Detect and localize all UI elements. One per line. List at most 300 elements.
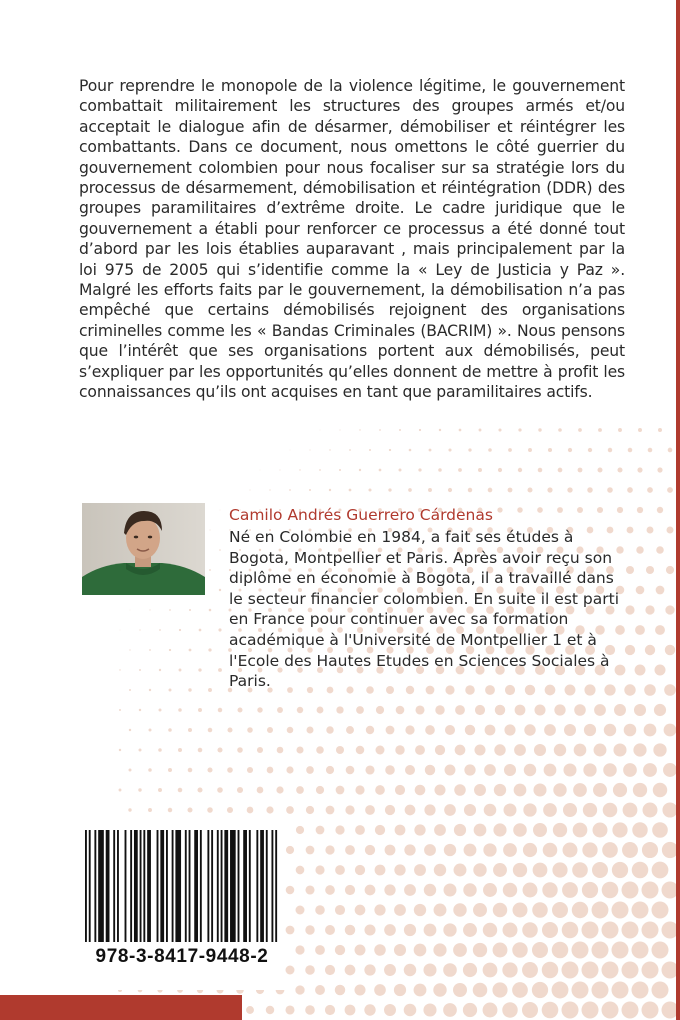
decorative-dot (296, 786, 304, 794)
decorative-dot (542, 962, 558, 978)
decorative-dot (345, 885, 355, 895)
decorative-dot (665, 605, 674, 614)
decorative-dot (339, 429, 340, 430)
decorative-dot (478, 468, 482, 472)
decorative-dot (578, 468, 583, 473)
decorative-dot (395, 825, 406, 836)
decorative-dot (395, 785, 405, 795)
decorative-dot (593, 823, 608, 838)
decorative-dot (638, 428, 642, 432)
decorative-dot (627, 487, 633, 493)
decorative-dot (414, 864, 426, 876)
decorative-dot (197, 787, 202, 792)
decorative-dot (396, 706, 405, 715)
decorative-dot (495, 705, 505, 715)
decorative-dot (562, 962, 579, 979)
decorative-dot (316, 746, 324, 754)
decorative-dot (443, 1003, 457, 1017)
decorative-dot (169, 609, 171, 611)
decorative-dot (414, 984, 427, 997)
decorative-dot (523, 843, 537, 857)
decorative-dot (319, 469, 321, 471)
barcode-bar (113, 830, 115, 942)
decorative-dot (542, 1002, 559, 1019)
decorative-dot (386, 726, 395, 735)
decorative-dot (483, 923, 497, 937)
decorative-dot (473, 943, 487, 957)
decorative-dot (325, 885, 335, 895)
decorative-dot (246, 1006, 254, 1014)
decorative-dot (633, 743, 646, 756)
decorative-dot (514, 784, 527, 797)
decorative-dot (267, 727, 273, 733)
decorative-dot (483, 963, 498, 978)
decorative-dot (345, 965, 356, 976)
decorative-dot (522, 1002, 538, 1018)
decorative-dot (414, 944, 427, 957)
decorative-dot (266, 806, 273, 813)
decorative-dot (285, 1005, 294, 1014)
decorative-dot (459, 429, 462, 432)
decorative-dot (444, 804, 456, 816)
barcode-bar (175, 830, 181, 942)
decorative-dot (435, 705, 444, 714)
decorative-dot (513, 863, 527, 877)
barcode-bar (106, 830, 110, 942)
decorative-dot (130, 610, 131, 611)
decorative-dot (159, 669, 161, 671)
decorative-dot (138, 788, 141, 791)
decorative-dot (189, 649, 192, 652)
decorative-dot (652, 822, 668, 838)
decorative-dot (548, 448, 552, 452)
barcode-bar (117, 830, 119, 942)
decorative-dot (168, 728, 172, 732)
decorative-dot (578, 428, 582, 432)
decorative-dot (568, 448, 572, 452)
decorative-dot (532, 902, 548, 918)
decorative-dot (415, 705, 424, 714)
barcode-bar (143, 830, 145, 942)
decorative-dot (664, 724, 677, 737)
decorative-dot (385, 805, 395, 815)
barcode-bar (260, 830, 264, 942)
decorative-dot (463, 1003, 477, 1017)
barcode-bar (217, 830, 219, 942)
decorative-dot (562, 1002, 579, 1019)
decorative-dot (484, 764, 496, 776)
decorative-dot (534, 704, 545, 715)
decorative-dot (198, 748, 203, 753)
decorative-dot (119, 789, 122, 792)
barcode-bar (160, 830, 164, 942)
decorative-dot (584, 724, 596, 736)
decorative-dot (326, 806, 335, 815)
decorative-dot (645, 605, 654, 614)
decorative-dot (488, 448, 492, 452)
decorative-dot (316, 826, 325, 835)
decorative-dot (463, 883, 476, 896)
decorative-dot (563, 843, 578, 858)
decorative-dot (219, 589, 221, 591)
decorative-dot (498, 428, 501, 431)
decorative-dot (598, 428, 602, 432)
decorative-dot (455, 705, 465, 715)
decorative-dot (645, 645, 655, 655)
decorative-dot (543, 843, 558, 858)
decorative-dot (349, 489, 352, 492)
decorative-dot (425, 765, 435, 775)
decorative-dot (325, 965, 335, 975)
decorative-dot (642, 842, 658, 858)
barcode-bar (89, 830, 91, 942)
decorative-dot (424, 924, 437, 937)
decorative-dot (286, 766, 293, 773)
decorative-dot (179, 669, 182, 672)
decorative-dot (475, 705, 485, 715)
decorative-dot (597, 507, 603, 513)
decorative-dot (594, 704, 606, 716)
decorative-dot (512, 942, 527, 957)
decorative-dot (464, 804, 476, 816)
decorative-dot (488, 488, 493, 493)
decorative-dot (444, 844, 456, 856)
decorative-dot (394, 944, 406, 956)
decorative-dot (504, 804, 517, 817)
decorative-dot (552, 902, 568, 918)
decorative-dot (159, 709, 162, 712)
decorative-dot (433, 983, 446, 996)
decorative-dot (483, 843, 496, 856)
decorative-dot (653, 743, 666, 756)
barcode-bar (166, 830, 168, 942)
decorative-dot (602, 922, 619, 939)
decorative-dot (339, 469, 341, 471)
decorative-dot (309, 449, 310, 450)
decorative-dot (623, 803, 638, 818)
decorative-dot (178, 748, 182, 752)
decorative-dot (533, 863, 548, 878)
decorative-dot (572, 982, 589, 999)
decorative-dot (582, 842, 597, 857)
decorative-dot (220, 510, 221, 511)
decorative-dot (515, 705, 526, 716)
decorative-dot (320, 430, 321, 431)
isbn-number: 978-3-8417-9448-2 (95, 946, 269, 967)
decorative-dot (502, 1002, 517, 1017)
decorative-dot (612, 822, 627, 837)
decorative-dot (433, 943, 446, 956)
decorative-dot (448, 448, 451, 451)
decorative-dot (389, 449, 391, 451)
decorative-dot (424, 884, 436, 896)
decorative-dot (359, 429, 360, 430)
decorative-dot (624, 724, 637, 737)
decorative-dot (277, 747, 284, 754)
decorative-dot (522, 962, 538, 978)
decorative-dot (119, 709, 121, 711)
decorative-dot (602, 882, 619, 899)
decorative-dot (574, 744, 587, 757)
decorative-dot (533, 783, 546, 796)
decorative-dot (250, 490, 251, 491)
decorative-dot (325, 845, 334, 854)
decorative-dot (558, 468, 563, 473)
decorative-dot (355, 825, 365, 835)
decorative-dot (587, 487, 593, 493)
decorative-dot (404, 844, 415, 855)
decorative-dot (483, 1003, 498, 1018)
decorative-dot (632, 942, 649, 959)
decorative-dot (647, 487, 653, 493)
decorative-dot (307, 727, 314, 734)
decorative-dot (554, 744, 566, 756)
decorative-dot (602, 1002, 619, 1019)
decorative-dot (267, 767, 274, 774)
decorative-dot (454, 864, 467, 877)
decorative-dot (647, 527, 654, 534)
decorative-dot (508, 448, 512, 452)
decorative-dot (384, 884, 395, 895)
decorative-dot (514, 744, 526, 756)
decorative-dot (493, 863, 507, 877)
decorative-dot (345, 805, 354, 814)
decorative-dot (532, 982, 548, 998)
decorative-dot (364, 1004, 375, 1015)
decorative-dot (524, 764, 536, 776)
decorative-dot (404, 924, 416, 936)
decorative-dot (408, 488, 412, 492)
decorative-dot (296, 866, 305, 875)
decorative-dot (296, 906, 305, 915)
decorative-dot (128, 808, 131, 811)
decorative-dot (443, 923, 456, 936)
decorative-dot (217, 747, 222, 752)
decorative-dot (286, 926, 295, 935)
decorative-dot (524, 724, 535, 735)
decorative-dot (464, 764, 475, 775)
decorative-dot (315, 865, 324, 874)
decorative-dot (425, 725, 435, 735)
decorative-dot (493, 943, 508, 958)
decorative-dot (169, 649, 171, 651)
barcode-bar (266, 830, 268, 942)
decorative-dot (208, 688, 212, 692)
decorative-dot (346, 726, 354, 734)
decorative-dot (368, 488, 371, 491)
decorative-dot (502, 962, 517, 977)
decorative-dot (445, 725, 455, 735)
decorative-dot (119, 749, 121, 751)
decorative-dot (637, 507, 643, 513)
decorative-dot (504, 764, 516, 776)
decorative-dot (335, 985, 345, 995)
decorative-dot (376, 746, 385, 755)
decorative-dot (453, 943, 467, 957)
decorative-dot (567, 487, 572, 492)
decorative-dot (329, 449, 330, 450)
decorative-dot (503, 843, 517, 857)
decorative-dot (434, 824, 446, 836)
decorative-dot (139, 749, 142, 752)
decorative-dot (479, 429, 482, 432)
decorative-dot (655, 625, 665, 635)
decorative-dot (329, 489, 331, 491)
decorative-dot (354, 984, 365, 995)
decorative-dot (365, 885, 376, 896)
barcode-bar (85, 830, 87, 942)
decorative-dot (210, 530, 211, 531)
decorative-dot (642, 962, 659, 979)
decorative-dot (653, 783, 667, 797)
decorative-dot (483, 883, 497, 897)
decorative-dot (405, 805, 416, 816)
decorative-dot (527, 487, 532, 492)
decorative-dot (208, 648, 211, 651)
decorative-dot (633, 783, 647, 797)
decorative-dot (665, 645, 675, 655)
barcode-bar (185, 830, 187, 942)
decorative-dot (209, 569, 211, 571)
decorative-dot (654, 664, 665, 675)
decorative-dot (208, 728, 213, 733)
author-photo (82, 503, 205, 595)
decorative-dot (518, 428, 521, 431)
decorative-dot (289, 489, 291, 491)
decorative-dot (207, 767, 212, 772)
decorative-dot (120, 630, 121, 631)
decorative-dot (593, 783, 607, 797)
decorative-dot (508, 488, 513, 493)
decorative-dot (498, 468, 502, 472)
decorative-dot (355, 945, 366, 956)
decorative-dot (668, 448, 673, 453)
decorative-dot (238, 708, 243, 713)
decorative-dot (666, 566, 674, 574)
decorative-dot (374, 944, 386, 956)
decorative-dot (257, 707, 262, 712)
decorative-dot (644, 684, 656, 696)
decorative-dot (297, 707, 303, 713)
decorative-dot (603, 763, 617, 777)
decorative-dot (603, 803, 618, 818)
decorative-dot (355, 905, 366, 916)
decorative-dot (644, 724, 657, 737)
barcode-bar (256, 830, 258, 942)
back-cover-blurb: Pour reprendre le monopole de la violence légitime, le gouvernement combattait militairement les structures des groupes armés et/ou acceptait le dialogue afin de désarmer, démobiliser et réintégrer les combattants. Dans ce document, nous omettons le côté guerrier du gouvernement colombien pour nous focaliser sur sa stratégie lors du processus de désarmement, démobilisation et réintégration (DDR) des groupes paramilitaires d’extrême droite. Le cadre juridique que le gouvernement a établi pour renforcer ce processus a été donné tout d’abord par les lois établies auparavant , mais principalement par la loi 975 de 2005 qui s’identifie comme la « Ley de Justicia y Paz ». Malgré les efforts faits par le gouvernement, la démobilisation n’a pas empêché que certains démobilisés rejoignent des organisations criminelles comme les « Bandas Criminales (BACRIM) ». Nous pensons que l’intérêt que ses organisations portent aux démobilisés, peut s’expliquer par les opportunités qu’elles donnent de mettre à profit les connaissances qu’ils ont acquises en tant que paramilitaires actifs. (79, 77, 625, 402)
decorative-dot (628, 448, 633, 453)
decorative-dot (635, 625, 645, 635)
barcode-bar (189, 830, 191, 942)
decorative-dot (523, 803, 536, 816)
decorative-dot (642, 1002, 659, 1019)
decorative-dot (207, 807, 213, 813)
decorative-dot (667, 487, 673, 493)
decorative-dot (572, 902, 588, 918)
decorative-dot (237, 787, 243, 793)
decorative-dot (404, 1004, 417, 1017)
decorative-dot (453, 983, 467, 997)
decorative-dot (299, 469, 300, 470)
decorative-dot (642, 882, 659, 899)
decorative-dot (474, 784, 486, 796)
author-portrait-image (82, 503, 205, 595)
barcode-bar (249, 830, 251, 942)
decorative-dot (654, 704, 666, 716)
decorative-dot (385, 845, 396, 856)
decorative-dot (434, 784, 445, 795)
decorative-dot (582, 962, 599, 979)
decorative-dot (517, 507, 523, 513)
decorative-dot (158, 788, 162, 792)
decorative-dot (637, 467, 642, 472)
decorative-dot (247, 767, 253, 773)
decorative-dot (542, 922, 558, 938)
decorative-dot (622, 882, 639, 899)
isbn-barcode (85, 830, 279, 942)
author-biography: Né en Colombie en 1984, a fait ses études à Bogota, Montpellier et Paris. Après avoir reçu son diplôme en économie à Bogota, il a travaillé dans le secteur financier colombien. En suite il est parti en France pour continuer avec sa formation académique à l'Université de Montpellier 1 et à l'Ecole des Hautes Etudes en Sciences Sociales à Paris. (229, 528, 620, 691)
decorative-dot (562, 922, 579, 939)
decorative-dot (503, 883, 517, 897)
decorative-dot (557, 507, 563, 513)
decorative-dot (612, 942, 629, 959)
decorative-dot (592, 942, 609, 959)
decorative-dot (473, 863, 486, 876)
decorative-dot (563, 803, 577, 817)
decorative-dot (336, 786, 345, 795)
decorative-dot (513, 903, 528, 918)
decorative-dot (375, 825, 385, 835)
decorative-dot (454, 784, 466, 796)
decorative-dot (643, 803, 658, 818)
decorative-dot (594, 744, 607, 757)
decorative-dot (497, 507, 502, 512)
decorative-dot (139, 709, 141, 711)
decorative-dot (336, 706, 343, 713)
decorative-dot (434, 904, 447, 917)
decorative-dot (148, 768, 152, 772)
decorative-dot (532, 942, 548, 958)
decorative-dot (547, 487, 552, 492)
decorative-dot (574, 704, 586, 716)
decorative-dot (484, 804, 497, 817)
decorative-dot (365, 845, 375, 855)
decorative-dot (613, 743, 626, 756)
decorative-dot (247, 807, 254, 814)
decorative-dot (227, 807, 233, 813)
decorative-dot (365, 805, 375, 815)
decorative-dot (632, 822, 647, 837)
decorative-dot (394, 864, 405, 875)
decorative-dot (454, 824, 466, 836)
decorative-dot (572, 862, 588, 878)
decorative-dot (364, 964, 375, 975)
decorative-dot (395, 745, 404, 754)
decorative-dot (404, 964, 416, 976)
decorative-dot (139, 669, 141, 671)
decorative-dot (562, 882, 578, 898)
decorative-dot (429, 449, 432, 452)
decorative-dot (648, 448, 653, 453)
decorative-dot (608, 448, 612, 452)
decorative-dot (269, 489, 270, 490)
decorative-dot (227, 727, 232, 732)
decorative-dot (375, 865, 386, 876)
decorative-dot (394, 984, 406, 996)
decorative-dot (384, 964, 396, 976)
decorative-dot (139, 629, 140, 630)
decorative-dot (538, 468, 543, 473)
